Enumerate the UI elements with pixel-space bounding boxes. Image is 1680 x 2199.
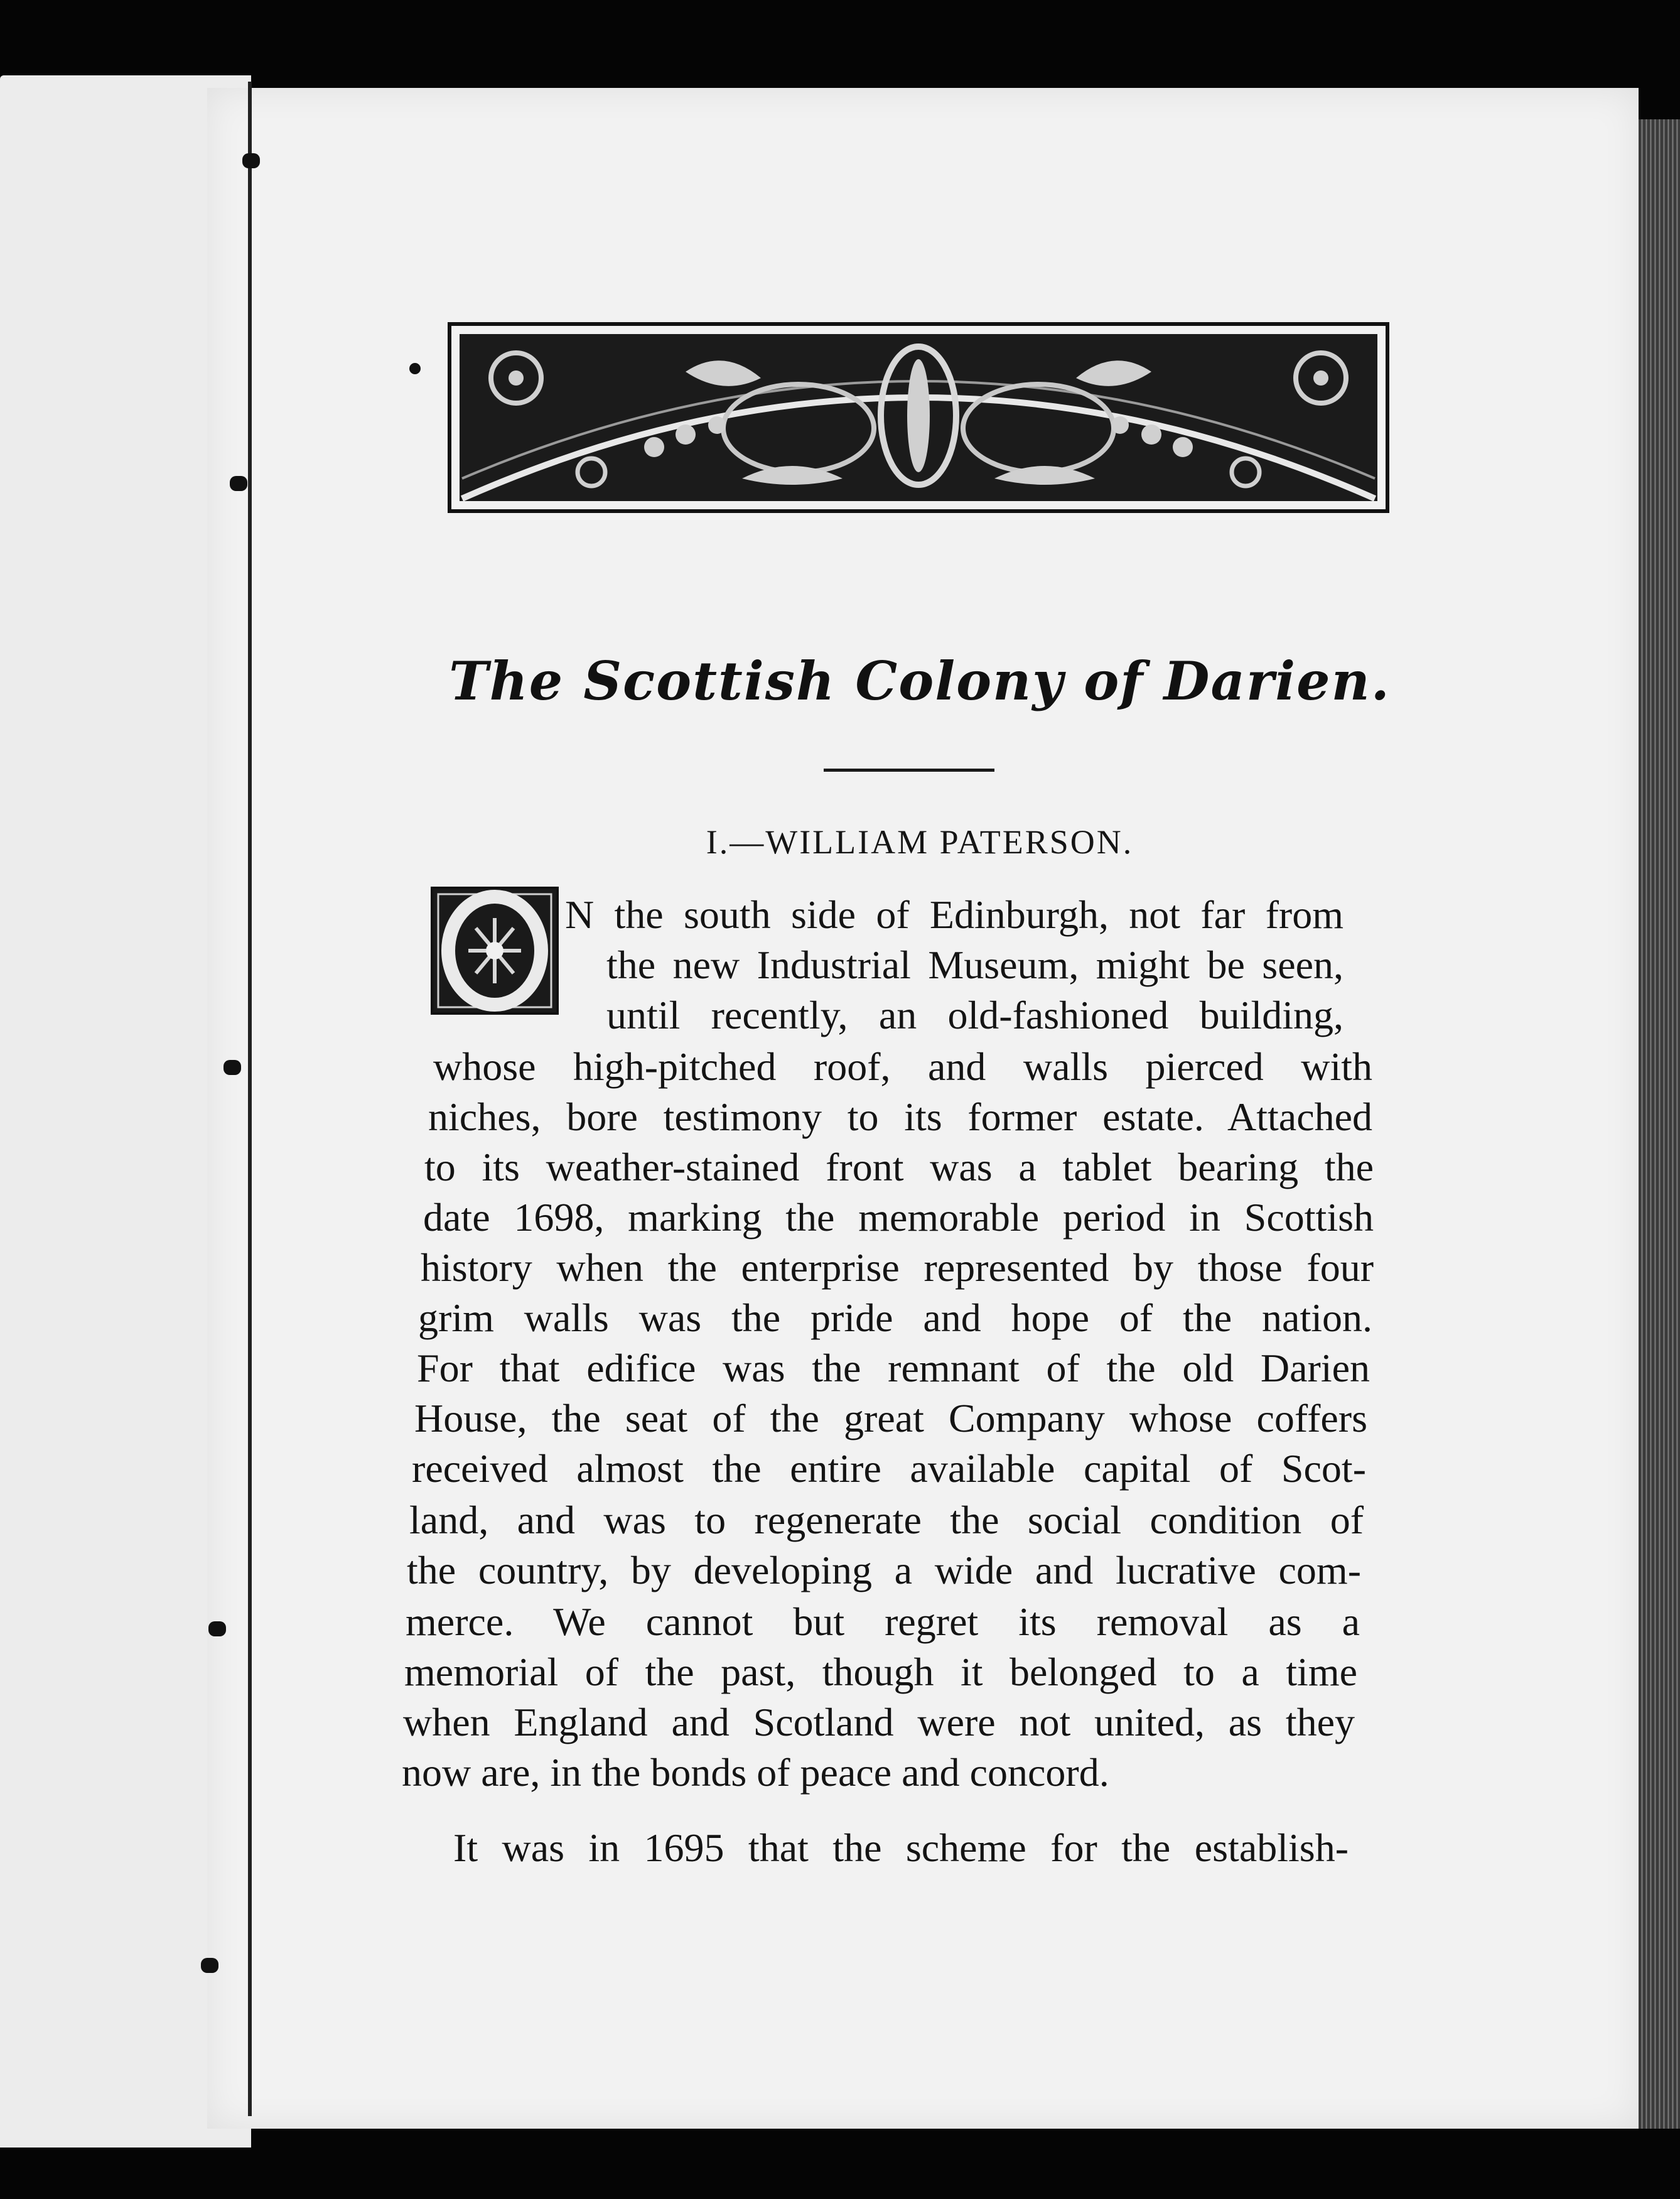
chapter-heading: I.—WILLIAM PATERSON.	[706, 823, 1134, 861]
text-line: N the south side of Edinburgh, not far from	[565, 892, 1343, 937]
text-line: the country, by developing a wide and lucrative com-	[407, 1548, 1361, 1592]
page-title: The Scottish Colony of Darien.	[449, 650, 1391, 712]
text-line: It was in 1695 that the scheme for the establish-	[453, 1825, 1349, 1870]
text-line: until recently, an old-fashioned building,	[606, 993, 1343, 1037]
text-line: whose high-pitched roof, and walls pierced with	[433, 1044, 1372, 1089]
binding-stitch	[201, 1958, 218, 1973]
text-line: merce. We cannot but regret its removal as a	[406, 1599, 1360, 1644]
text-line: history when the enterprise represented by those four	[421, 1245, 1374, 1290]
binding-stitch	[208, 1621, 226, 1636]
text-line: land, and was to regenerate the social condition of	[409, 1498, 1364, 1542]
text-line: when England and Scotland were not united, as they	[403, 1700, 1355, 1744]
binding-stitch	[242, 153, 260, 168]
text-line: to its weather-stained front was a tablet bearing the	[424, 1145, 1374, 1189]
title-rule	[824, 769, 994, 772]
text-line: date 1698, marking the memorable period in Scottish	[423, 1195, 1374, 1240]
ornamental-headpiece	[447, 321, 1390, 514]
text-line: For that edifice was the remnant of the old Darien	[417, 1346, 1370, 1390]
text-line: the new Industrial Museum, might be seen,	[606, 943, 1343, 987]
binding-stitch	[223, 1060, 241, 1075]
decorated-initial-o	[431, 887, 559, 1015]
text-line: received almost the entire available capital of Scot-	[412, 1446, 1366, 1491]
binding-stitch	[230, 476, 247, 491]
text-line: grim walls was the pride and hope of the nation.	[418, 1295, 1372, 1340]
text-line: memorial of the past, though it belonged to a time	[404, 1650, 1357, 1694]
binding-gutter	[248, 82, 252, 2116]
text-line: now are, in the bonds of peace and concord.	[402, 1750, 1109, 1795]
text-line: House, the seat of the great Company whose coffers	[414, 1396, 1367, 1440]
speck	[409, 363, 421, 374]
text-line: niches, bore testimony to its former estate. Attached	[428, 1094, 1372, 1139]
